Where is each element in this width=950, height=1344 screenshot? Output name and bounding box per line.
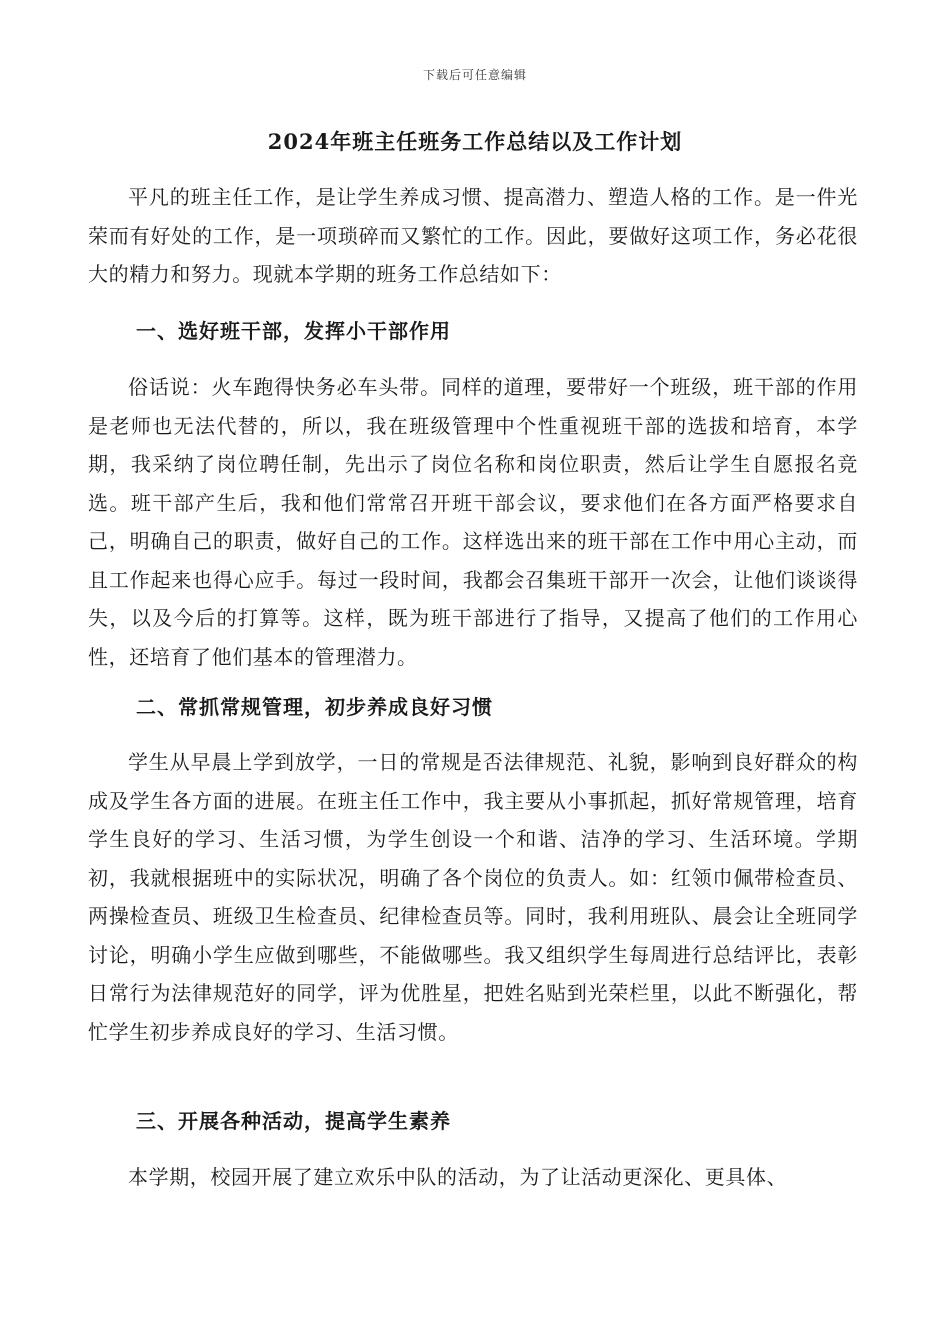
header-note: 下载后可任意编辑 xyxy=(422,68,527,82)
section-body-3: 本学期，校园开展了建立欢乐中队的活动，为了让活动更深化、更具体、 xyxy=(128,1165,788,1189)
document-title: 2024年班主任班务工作总结以及工作计划 xyxy=(267,129,683,154)
section-heading-2: 二、常抓常规管理，初步养成良好习惯 xyxy=(136,695,493,719)
section-body-2: 学生从早晨上学到放学，一日的常规是否法律规范、礼貌，影响到良好群众的构成及学生各方面的进展。在班主任工作中，我主要从小事抓起，抓好常规管理，培育学生良好的学习、生活习惯，为学生创设一个和谐、洁净的学习、生活环境。学期初，我就根据班中的实际状况，明确了各个岗位的负责人。如：红领巾佩带检查员、两操检查员、班级卫生检查员、纪律检查员等。同时，我利用班队、晨会让全班同学讨论，明确小学生应做到哪些，不能做哪些。我又组织学生每周进行总结评比，表彰日常行为法律规范好的同学，评为优胜星，把姓名贴到光荣栏里，以此不断强化，帮忙学生初步养成良好的学习、生活习惯。 xyxy=(88,750,858,1044)
section-heading-3: 三、开展各种活动，提高学生素养 xyxy=(136,1109,451,1133)
section-heading-1: 一、选好班干部，发挥小干部作用 xyxy=(136,319,451,343)
section-body-1: 俗话说：火车跑得快务必车头带。同样的道理，要带好一个班级，班干部的作用是老师也无法代替的，所以，我在班级管理中个性重视班干部的选拔和培育，本学期，我采纳了岗位聘任制，先出示了岗位名称和岗位职责，然后让学生自愿报名竞选。班干部产生后，我和他们常常召开班干部会议，要求他们在各方面严格要求自己，明确自己的职责，做好自己的工作。这样选出来的班干部在工作中用心主动，而且工作起来也得心应手。每过一段时间，我都会召集班干部开一次会，让他们谈谈得失，以及今后的打算等。这样，既为班干部进行了指导，又提高了他们的工作用心性，还培育了他们基本的管理潜力。 xyxy=(88,375,858,669)
intro-paragraph: 平凡的班主任工作，是让学生养成习惯、提高潜力、塑造人格的工作。是一件光荣而有好处的工作，是一项琐碎而又繁忙的工作。因此，要做好这项工作，务必花很大的精力和努力。现就本学期的班务工作总结如下： xyxy=(88,185,858,286)
